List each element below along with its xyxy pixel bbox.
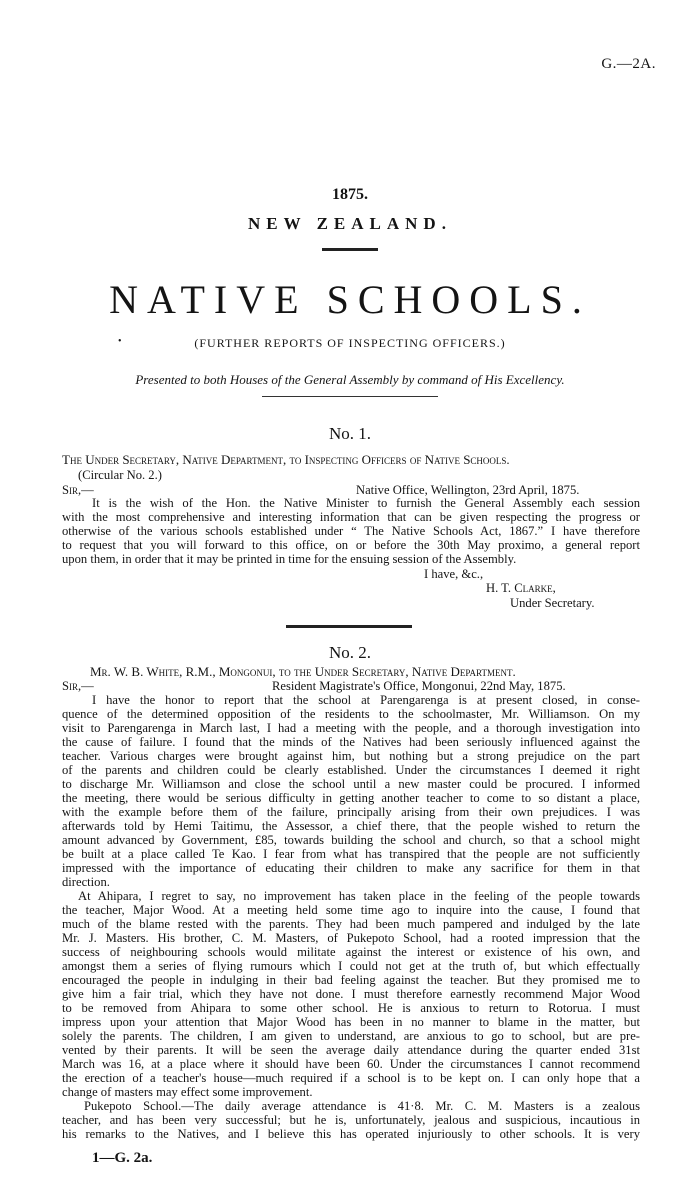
no1-line: It is the wish of the Hon. the Native Minister to furnish the General Assembly each session xyxy=(92,496,640,510)
no2-line: impressed with the importance of educating their children to make any sacrifice for them in that xyxy=(62,861,640,875)
no2-line: quence of the determined opposition of the residents to the schoolmaster, Mr. Williamson. On my xyxy=(62,707,640,721)
no2-line: his remarks to the Natives, and I believe this has operated injuriously to other schools. It is very xyxy=(62,1127,640,1141)
no2-line: March was 16, at a place where it should have been 60. Under the circumstances I cannot recommend xyxy=(62,1057,640,1071)
bullet-mark: • xyxy=(118,336,122,347)
presented-line: Presented to both Houses of the General Assembly by command of His Excellency. xyxy=(135,372,565,387)
no1-place-date: Native Office, Wellington, 23rd April, 1875. xyxy=(356,483,580,497)
no2-salutation: Sir,— xyxy=(62,679,94,693)
no2-line: to discharge Mr. Williamson and close the school until a new master could be procured. I informed xyxy=(62,777,640,791)
no2-line: teacher, and has been very successful; but he is, unfortunately, jealous and suspicious, incautious in xyxy=(62,1113,640,1127)
no2-line: solely the parents. The children, I am given to understand, are anxious to go to school, but are pre- xyxy=(62,1029,640,1043)
year: 1875. xyxy=(332,186,368,203)
title-divider xyxy=(322,248,378,251)
no1-line: with the most comprehensive and interesting information that can be given respecting the progress or xyxy=(62,510,640,524)
no2-line: give him a fair trial, which they have not done. I must therefore earnestly recommend Major Wood xyxy=(62,987,640,1001)
document-number-2: No. 2. xyxy=(328,643,372,662)
no1-heading: The Under Secretary, Native Department, to Inspecting Officers of Native Schools. xyxy=(62,452,510,467)
no1-signer-title: Under Secretary. xyxy=(510,596,595,610)
no2-line: the cause of failure. I found that the minds of the Natives had been seriously influenced against the xyxy=(62,735,640,749)
no2-line: direction. xyxy=(62,875,110,889)
no2-line: vented by their parents. It will be seen the average daily attendance during the quarter ended 31st xyxy=(62,1043,640,1057)
no2-heading: Mr. W. B. White, R.M., Mongonui, to the Under Secretary, Native Department. xyxy=(90,664,516,679)
no2-line: visit to Parengarenga in March last, I had a meeting with the people, and a thorough investigation into xyxy=(62,721,640,735)
no2-line: with the example before them of the failure, principally arising from their own prejudices. I was xyxy=(62,805,640,819)
no2-line: to be removed from Ahipara to some other school. He is anxious to return to Rotorua. I must xyxy=(62,1001,640,1015)
document-number-1: No. 1. xyxy=(328,424,372,443)
no2-line: success of neighbouring schools would militate against the interest or existence of his own, and xyxy=(62,945,640,959)
no2-line: change of masters may effect some improvement. xyxy=(62,1085,313,1099)
no2-line: much of the blame rested with the parents. They had been much pampered and indulged by the late xyxy=(62,917,640,931)
no1-line: upon them, in order that it may be printed in time for the ensuing session of the Assembly. xyxy=(62,552,517,566)
no2-line: the teacher, Major Wood. At a meeting held some time ago to inquire into the cause, I found that xyxy=(62,903,640,917)
no2-line: amount advanced by Government, £85, towards building the school and church, so that a school might xyxy=(62,833,640,847)
no2-line: I have the honor to report that the school at Parengarenga is at present closed, in conse- xyxy=(92,693,640,707)
no1-salutation: Sir,— xyxy=(62,483,94,497)
no1-closing: I have, &c., xyxy=(424,567,484,581)
presented-divider xyxy=(262,396,438,397)
no2-line: At Ahipara, I regret to say, no improvement has taken place in the feeling of the people towards xyxy=(78,889,640,903)
country: NEW ZEALAND. xyxy=(248,214,452,233)
subtitle: (FURTHER REPORTS OF INSPECTING OFFICERS.) xyxy=(194,336,506,350)
no2-line: afterwards told by Hemi Taitimu, the Assessor, a chief there, that the people wished to return the xyxy=(62,819,640,833)
page-title: NATIVE SCHOOLS. xyxy=(109,277,591,322)
no2-line: Pukepoto School.—The daily average attendance is 41·8. Mr. C. M. Masters is a zealous xyxy=(84,1099,640,1113)
no1-line: to request that you will forward to this office, on or before the 30th May proximo, a general report xyxy=(62,538,640,552)
no2-line: impress upon your attention that Major Wood has been in no manner to blame in the matter, but xyxy=(62,1015,640,1029)
no2-line: encouraged the people in indulging in their bad feeling against the teacher. But they promised me to xyxy=(62,973,640,987)
page-footer: 1—G. 2a. xyxy=(92,1150,153,1166)
no2-place-date: Resident Magistrate's Office, Mongonui, 22nd May, 1875. xyxy=(272,679,566,693)
no1-line: otherwise of the various schools established under “ The Native Schools Act, 1867.” I have therefore xyxy=(62,524,640,538)
no2-line: the meeting, there would be serious difficulty in getting another teacher to come to so distant a place, xyxy=(62,791,640,805)
no1-signer: H. T. Clarke, xyxy=(486,581,556,595)
no2-line: be built at a place called Te Kao. I fear from what has transpired that the people are not sufficiently xyxy=(62,847,640,861)
section-divider xyxy=(286,625,412,628)
no2-line: teacher. Various charges were brought against him, but nothing but a strong prejudice on the part xyxy=(62,749,640,763)
no2-line: amongst them a series of flying rumours which I could not get at the truth of, but which effectually xyxy=(62,959,640,973)
page-code: G.—2A. xyxy=(601,56,656,72)
no2-line: of the parents and children could be clearly established. Under the circumstances I deemed it right xyxy=(62,763,640,777)
no2-line: Mr. J. Masters. His brother, C. M. Masters, of Pukepoto School, had a rooted impression that the xyxy=(62,931,640,945)
no1-circular: (Circular No. 2.) xyxy=(78,468,162,482)
no2-line: the erection of a teacher's house—much required if a school is to be kept on. I can only hope that a xyxy=(62,1071,640,1085)
